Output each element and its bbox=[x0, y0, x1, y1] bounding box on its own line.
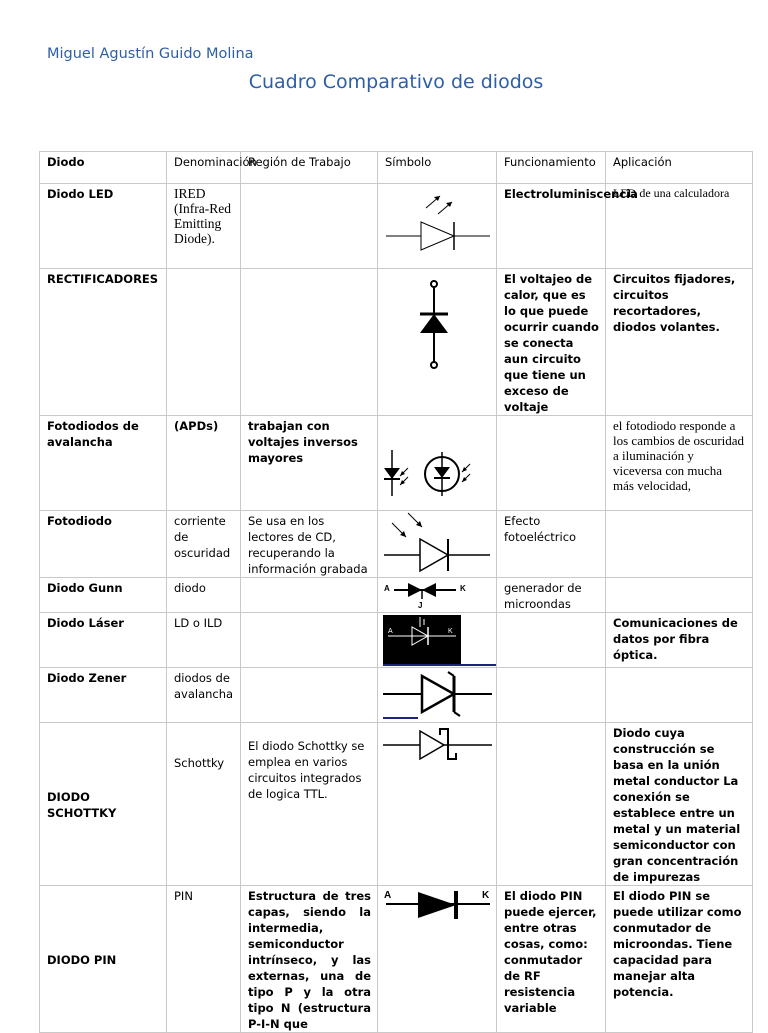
header-aplicacion: Aplicación bbox=[606, 152, 753, 184]
cell-aplicacion: LED de una calculadora bbox=[606, 184, 753, 269]
cell-aplicacion bbox=[606, 511, 753, 578]
cell-denominacion bbox=[167, 269, 241, 416]
cell-region bbox=[241, 269, 378, 416]
cell-region: Se usa en los lectores de CD, recuperando la información grabada bbox=[241, 511, 378, 578]
cell-simbolo bbox=[378, 269, 497, 416]
cell-diodo: DIODO SCHOTTKY bbox=[40, 723, 167, 886]
cell-funcionamiento: Electroluminiscencia bbox=[497, 184, 606, 269]
cell-diodo: Diodo Láser bbox=[40, 613, 167, 668]
cell-region bbox=[241, 184, 378, 269]
cell-simbolo bbox=[378, 723, 497, 886]
cell-diodo: Fotodiodo bbox=[40, 511, 167, 578]
header-region: Región de Trabajo bbox=[241, 152, 378, 184]
table-row bbox=[40, 668, 753, 723]
led-diode-symbol bbox=[378, 184, 497, 268]
cell-region: trabajan con voltajes inversos mayores bbox=[241, 416, 378, 511]
cell-funcionamiento: generador de microondas bbox=[497, 578, 606, 613]
schottky-diode-symbol bbox=[378, 723, 497, 870]
table-header-row bbox=[40, 152, 753, 184]
cell-denominacion: corriente de oscuridad bbox=[167, 511, 241, 578]
cell-aplicacion: Diodo cuya construcción se basa en la unión metal conductor La conexión se establece entre un metal y un material semiconductor con gran concentración de impurezas bbox=[606, 723, 753, 886]
table-row bbox=[40, 184, 753, 269]
table-row bbox=[40, 578, 753, 613]
author-name: Miguel Agustín Guido Molina bbox=[47, 46, 254, 62]
cell-denominacion: diodo bbox=[167, 578, 241, 613]
cell-region bbox=[241, 668, 378, 723]
gunn-label-k: K bbox=[460, 584, 466, 593]
cell-diodo: Diodo LED bbox=[40, 184, 167, 269]
header-simbolo: Símbolo bbox=[378, 152, 497, 184]
pin-label-k: K bbox=[482, 890, 490, 901]
cell-aplicacion: el fotodiodo responde a los cambios de oscuridad a iluminación y viceversa con mucha más velocidad, bbox=[606, 416, 753, 511]
cell-funcionamiento: El diodo PIN puede ejercer, entre otras cosas, como: conmutador de RF resistencia variable bbox=[497, 886, 606, 1033]
cell-funcionamiento: El voltajeo de calor, que es lo que puede ocurrir cuando se conecta aun circuito que tiene un exceso de voltaje bbox=[497, 269, 606, 416]
gunn-label-a: A bbox=[384, 584, 390, 593]
cell-aplicacion: Circuitos fijadores, circuitos recortadores, diodos volantes. bbox=[606, 269, 753, 416]
table-row bbox=[40, 613, 753, 668]
cell-diodo: DIODO PIN bbox=[40, 886, 167, 1033]
cell-aplicacion bbox=[606, 668, 753, 723]
cell-diodo: Diodo Zener bbox=[40, 668, 167, 723]
cell-diodo: Diodo Gunn bbox=[40, 578, 167, 613]
document-title: Cuadro Comparativo de diodos bbox=[248, 71, 544, 93]
cell-region bbox=[241, 578, 378, 613]
cell-simbolo bbox=[378, 613, 497, 668]
avalanche-photodiode-symbol bbox=[378, 416, 497, 510]
photodiode-symbol bbox=[378, 511, 497, 577]
cell-funcionamiento bbox=[497, 613, 606, 668]
cell-funcionamiento bbox=[497, 723, 606, 886]
table-row bbox=[40, 886, 753, 1033]
table-row bbox=[40, 723, 753, 886]
header-funcionamiento: Funcionamiento bbox=[497, 152, 606, 184]
cell-simbolo bbox=[378, 416, 497, 511]
cell-simbolo bbox=[378, 886, 497, 1033]
cell-funcionamiento bbox=[497, 668, 606, 723]
comparison-table bbox=[39, 151, 753, 1033]
cell-denominacion: (APDs) bbox=[167, 416, 241, 511]
cell-simbolo bbox=[378, 578, 497, 613]
cell-region bbox=[241, 613, 378, 668]
cell-denominacion: PIN bbox=[167, 886, 241, 1033]
cell-funcionamiento: Efecto fotoeléctrico bbox=[497, 511, 606, 578]
table-row bbox=[40, 269, 753, 416]
cell-simbolo bbox=[378, 511, 497, 578]
cell-aplicacion: Comunicaciones de datos por fibra óptica. bbox=[606, 613, 753, 668]
laser-label-k: K bbox=[448, 628, 453, 635]
cell-simbolo bbox=[378, 184, 497, 269]
gunn-label-j: J bbox=[418, 601, 423, 610]
cell-denominacion: diodos de avalancha bbox=[167, 668, 241, 723]
cell-aplicacion bbox=[606, 578, 753, 613]
cell-aplicacion: El diodo PIN se puede utilizar como conmutador de microondas. Tiene capacidad para manejar alta potencia. bbox=[606, 886, 753, 1033]
cell-funcionamiento bbox=[497, 416, 606, 511]
cell-denominacion: Schottky bbox=[167, 723, 241, 886]
cell-region: Estructura de tres capas, siendo la intermedia, semiconductor intrínseco, y las externas, una de tipo P y la otra tipo N (estructura P-I-N que bbox=[241, 886, 378, 1033]
cell-diodo: RECTIFICADORES bbox=[40, 269, 167, 416]
rectifier-diode-symbol bbox=[378, 269, 497, 400]
zener-diode-symbol bbox=[378, 668, 497, 722]
cell-diodo: Fotodiodos de avalancha bbox=[40, 416, 167, 511]
header-diodo: Diodo bbox=[40, 152, 167, 184]
cell-simbolo bbox=[378, 668, 497, 723]
table-row bbox=[40, 511, 753, 578]
cell-denominacion: IRED (Infra-Red Emitting Diode). bbox=[167, 184, 241, 269]
pin-label-a: A bbox=[384, 890, 392, 901]
header-denominacion: Denominación bbox=[167, 152, 241, 184]
laser-label-a: A bbox=[388, 628, 393, 635]
gunn-diode-symbol bbox=[378, 578, 497, 611]
laser-diode-symbol bbox=[378, 613, 497, 667]
pin-diode-symbol bbox=[378, 886, 497, 1018]
cell-region: El diodo Schottky se emplea en varios circuitos integrados de logica TTL. bbox=[241, 723, 378, 886]
cell-denominacion: LD o ILD bbox=[167, 613, 241, 668]
table-row bbox=[40, 416, 753, 511]
